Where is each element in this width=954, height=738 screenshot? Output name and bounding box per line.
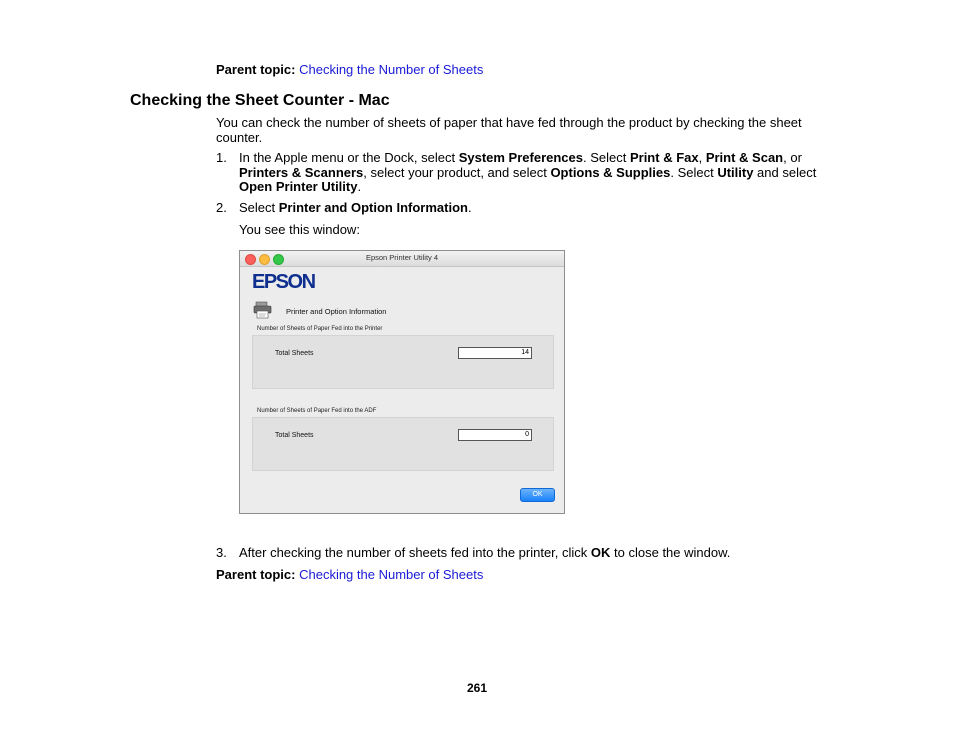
printer-sheets-group xyxy=(252,335,554,389)
step-text xyxy=(239,151,826,195)
step-number: 1. xyxy=(216,150,227,165)
ok-button[interactable]: OK xyxy=(520,488,555,502)
bold-term: Print & Scan xyxy=(705,150,784,165)
bold-term: Utility xyxy=(717,164,754,180)
step-1 xyxy=(216,151,826,195)
printer-icon xyxy=(253,301,273,319)
step-number: 2. xyxy=(216,200,227,215)
printer-utility-window xyxy=(239,250,565,514)
printer-total-sheets-field: 14 xyxy=(458,347,532,359)
text-run: to close the window. xyxy=(610,545,731,560)
text-run: and select xyxy=(753,164,817,180)
step-number: 3. xyxy=(216,545,227,560)
step-2 xyxy=(216,201,826,216)
parent-topic-link[interactable]: Checking the Number of Sheets xyxy=(299,62,484,77)
section-title: Printer and Option Information xyxy=(286,307,387,316)
total-sheets-label: Total Sheets xyxy=(275,350,314,357)
step-text xyxy=(239,546,826,561)
page-heading: Checking the Sheet Counter - Mac xyxy=(130,92,390,109)
text-run: In the Apple menu or the Dock, select xyxy=(239,150,459,165)
epson-logo: EPSON xyxy=(252,271,315,293)
adf-sheets-group-label: Number of Sheets of Paper Fed into the ADF xyxy=(257,408,377,414)
adf-total-sheets-field: 0 xyxy=(458,429,532,441)
bold-term: Printers & Scanners xyxy=(239,164,364,180)
text-run: , xyxy=(698,150,706,165)
step-text xyxy=(239,201,826,216)
bold-term: Print & Fax xyxy=(629,150,699,165)
bold-term: Options & Supplies xyxy=(550,164,671,180)
parent-topic-bottom xyxy=(216,567,483,583)
text-run: After checking the number of sheets fed into the printer, click xyxy=(239,545,591,560)
step-3 xyxy=(216,546,826,561)
window-title: Epson Printer Utility 4 xyxy=(365,253,439,262)
printer-sheets-group-label: Number of Sheets of Paper Fed into the Printer xyxy=(257,326,383,332)
page-number: 261 xyxy=(466,681,488,695)
text-run: . Select xyxy=(583,150,630,165)
you-see-text: You see this window: xyxy=(239,222,360,237)
adf-sheets-group xyxy=(252,417,554,471)
text-run: , or xyxy=(783,150,802,165)
bold-term: Open Printer Utility xyxy=(239,179,358,194)
text-run: . xyxy=(467,200,472,215)
parent-topic-label: Parent topic: xyxy=(216,62,296,77)
parent-topic-top xyxy=(216,62,483,78)
text-run: , select your product, and select xyxy=(363,164,551,180)
intro-paragraph: You can check the number of sheets of paper that have fed through the product by checking the sheet counter. xyxy=(216,115,802,145)
bold-term: Printer and Option Information xyxy=(278,200,468,215)
total-sheets-label: Total Sheets xyxy=(275,432,314,439)
parent-topic-label: Parent topic: xyxy=(216,567,296,582)
text-run: . Select xyxy=(670,164,718,180)
bold-term: OK xyxy=(590,545,611,560)
parent-topic-link[interactable]: Checking the Number of Sheets xyxy=(299,567,484,582)
text-run: . xyxy=(357,179,362,194)
bold-term: System Preferences xyxy=(458,150,583,165)
text-run: Select xyxy=(239,200,279,215)
window-titlebar[interactable] xyxy=(240,251,564,267)
